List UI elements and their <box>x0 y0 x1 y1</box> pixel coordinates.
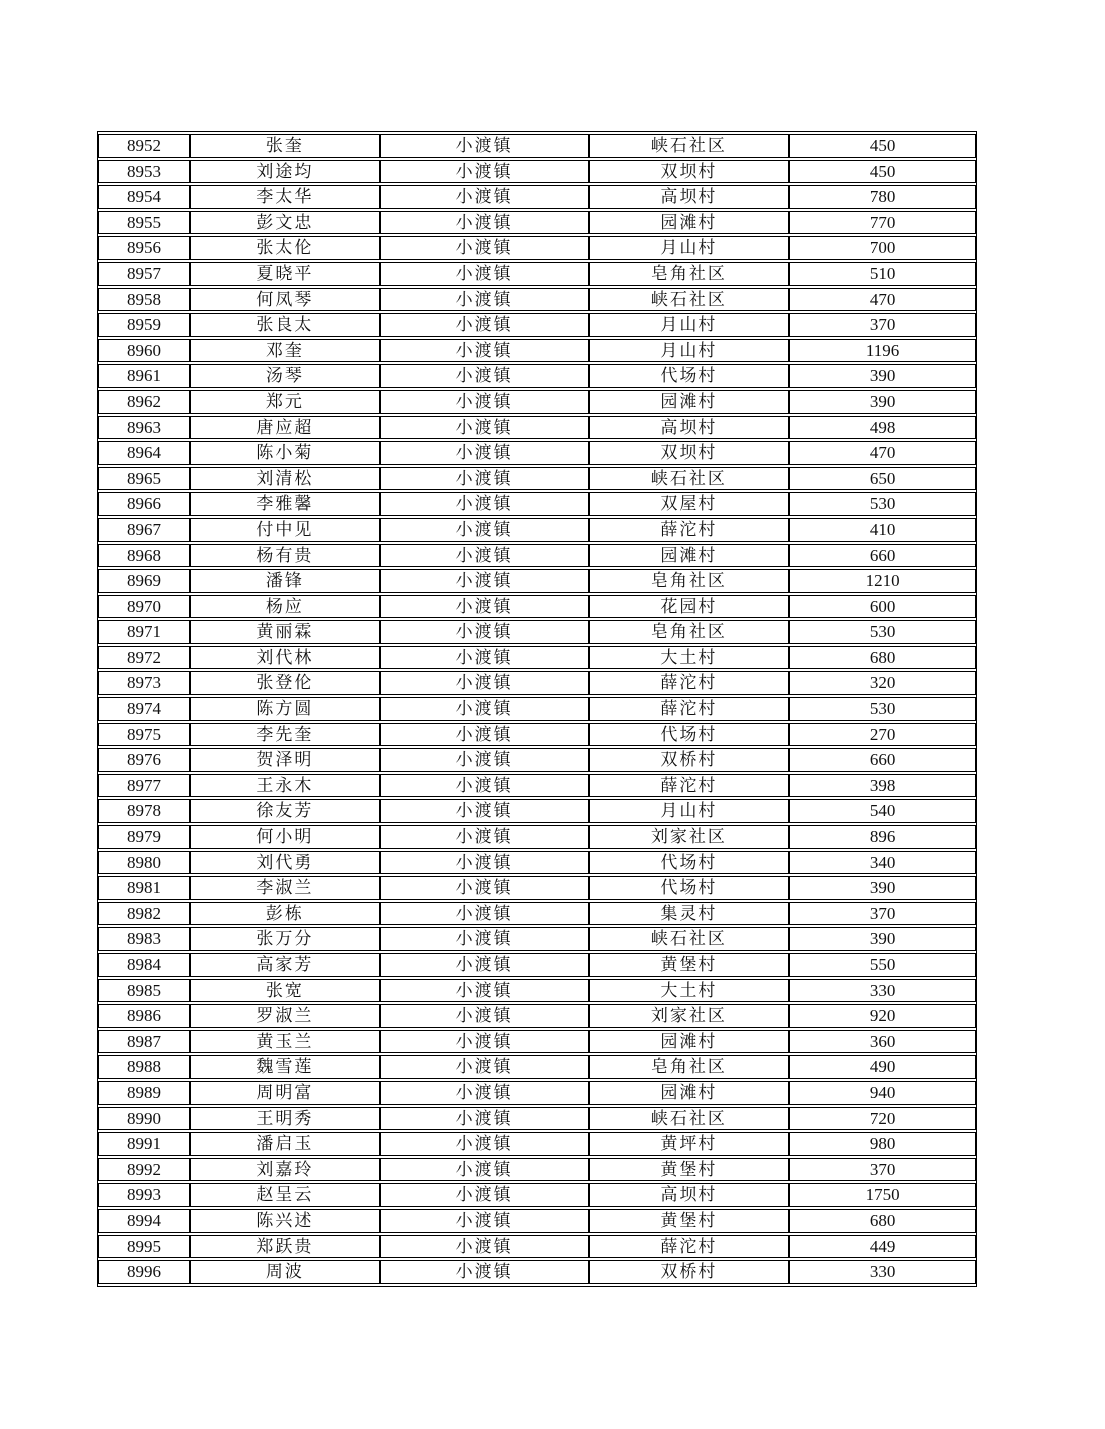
table-row <box>98 697 976 721</box>
cell-village: 代场村 <box>589 851 790 875</box>
table-row <box>98 671 976 695</box>
cell-town: 小渡镇 <box>380 185 589 209</box>
cell-id: 8952 <box>98 134 190 158</box>
cell-town: 小渡镇 <box>380 799 589 823</box>
cell-id: 8954 <box>98 185 190 209</box>
cell-name: 唐应超 <box>190 416 380 440</box>
table-row <box>98 1183 976 1207</box>
cell-village: 大土村 <box>589 646 790 670</box>
cell-name: 黄玉兰 <box>190 1030 380 1054</box>
table-row <box>98 416 976 440</box>
cell-amount: 660 <box>789 544 976 568</box>
cell-village: 黄堡村 <box>589 1209 790 1233</box>
cell-id: 8972 <box>98 646 190 670</box>
cell-id: 8957 <box>98 262 190 286</box>
cell-village: 薛沱村 <box>589 518 790 542</box>
table-row <box>98 953 976 977</box>
cell-town: 小渡镇 <box>380 697 589 721</box>
cell-name: 夏晓平 <box>190 262 380 286</box>
cell-id: 8985 <box>98 979 190 1003</box>
table-row <box>98 544 976 568</box>
cell-village: 园滩村 <box>589 1030 790 1054</box>
cell-name: 黄丽霖 <box>190 620 380 644</box>
table-row <box>98 902 976 926</box>
cell-id: 8992 <box>98 1158 190 1182</box>
cell-name: 徐友芳 <box>190 799 380 823</box>
cell-name: 彭栋 <box>190 902 380 926</box>
table-row <box>98 723 976 747</box>
cell-town: 小渡镇 <box>380 1030 589 1054</box>
cell-amount: 498 <box>789 416 976 440</box>
cell-name: 刘嘉玲 <box>190 1158 380 1182</box>
table-row <box>98 799 976 823</box>
cell-name: 汤琴 <box>190 364 380 388</box>
cell-village: 皂角社区 <box>589 1055 790 1079</box>
cell-id: 8978 <box>98 799 190 823</box>
cell-town: 小渡镇 <box>380 825 589 849</box>
cell-amount: 450 <box>789 160 976 184</box>
cell-amount: 1210 <box>789 569 976 593</box>
cell-amount: 550 <box>789 953 976 977</box>
cell-village: 薛沱村 <box>589 774 790 798</box>
table-row <box>98 748 976 772</box>
cell-village: 高坝村 <box>589 185 790 209</box>
table-row <box>98 492 976 516</box>
cell-id: 8974 <box>98 697 190 721</box>
cell-id: 8965 <box>98 467 190 491</box>
table-row <box>98 1235 976 1259</box>
cell-amount: 330 <box>789 979 976 1003</box>
cell-village: 薛沱村 <box>589 1235 790 1259</box>
cell-id: 8961 <box>98 364 190 388</box>
cell-town: 小渡镇 <box>380 620 589 644</box>
cell-amount: 680 <box>789 1209 976 1233</box>
cell-name: 刘代林 <box>190 646 380 670</box>
cell-amount: 770 <box>789 211 976 235</box>
cell-id: 8964 <box>98 441 190 465</box>
cell-village: 薛沱村 <box>589 671 790 695</box>
cell-village: 皂角社区 <box>589 620 790 644</box>
cell-id: 8984 <box>98 953 190 977</box>
cell-id: 8977 <box>98 774 190 798</box>
cell-amount: 370 <box>789 1158 976 1182</box>
cell-village: 园滩村 <box>589 544 790 568</box>
cell-id: 8966 <box>98 492 190 516</box>
cell-name: 张宽 <box>190 979 380 1003</box>
cell-village: 大土村 <box>589 979 790 1003</box>
table-row <box>98 1081 976 1105</box>
cell-name: 刘代勇 <box>190 851 380 875</box>
cell-town: 小渡镇 <box>380 390 589 414</box>
cell-amount: 390 <box>789 927 976 951</box>
table-row <box>98 774 976 798</box>
cell-id: 8995 <box>98 1235 190 1259</box>
cell-name: 魏雪莲 <box>190 1055 380 1079</box>
cell-id: 8959 <box>98 313 190 337</box>
table-row <box>98 185 976 209</box>
cell-amount: 1196 <box>789 339 976 363</box>
table-row <box>98 339 976 363</box>
cell-village: 峡石社区 <box>589 134 790 158</box>
table-row <box>98 851 976 875</box>
cell-town: 小渡镇 <box>380 288 589 312</box>
cell-town: 小渡镇 <box>380 1081 589 1105</box>
cell-town: 小渡镇 <box>380 467 589 491</box>
cell-town: 小渡镇 <box>380 927 589 951</box>
cell-id: 8989 <box>98 1081 190 1105</box>
table-row <box>98 1055 976 1079</box>
cell-name: 周明富 <box>190 1081 380 1105</box>
cell-town: 小渡镇 <box>380 1235 589 1259</box>
cell-name: 李先奎 <box>190 723 380 747</box>
cell-village: 刘家社区 <box>589 825 790 849</box>
cell-name: 王明秀 <box>190 1107 380 1131</box>
cell-village: 双桥村 <box>589 1260 790 1284</box>
cell-amount: 1750 <box>789 1183 976 1207</box>
cell-id: 8955 <box>98 211 190 235</box>
cell-town: 小渡镇 <box>380 1004 589 1028</box>
cell-name: 刘途均 <box>190 160 380 184</box>
table-row <box>98 1132 976 1156</box>
cell-id: 8981 <box>98 876 190 900</box>
cell-id: 8962 <box>98 390 190 414</box>
cell-town: 小渡镇 <box>380 364 589 388</box>
cell-amount: 320 <box>789 671 976 695</box>
cell-id: 8979 <box>98 825 190 849</box>
cell-name: 陈兴述 <box>190 1209 380 1233</box>
cell-id: 8953 <box>98 160 190 184</box>
table-row <box>98 1030 976 1054</box>
cell-village: 峡石社区 <box>589 467 790 491</box>
cell-village: 园滩村 <box>589 211 790 235</box>
table-row <box>98 1004 976 1028</box>
cell-name: 高家芳 <box>190 953 380 977</box>
table-row <box>98 927 976 951</box>
cell-amount: 530 <box>789 697 976 721</box>
table-row <box>98 364 976 388</box>
cell-town: 小渡镇 <box>380 1209 589 1233</box>
table-row <box>98 620 976 644</box>
table-row <box>98 1107 976 1131</box>
cell-village: 峡石社区 <box>589 1107 790 1131</box>
table-row <box>98 134 976 158</box>
table-row <box>98 288 976 312</box>
cell-amount: 470 <box>789 288 976 312</box>
cell-name: 李雅馨 <box>190 492 380 516</box>
table-row <box>98 313 976 337</box>
cell-id: 8960 <box>98 339 190 363</box>
cell-amount: 390 <box>789 364 976 388</box>
cell-amount: 398 <box>789 774 976 798</box>
table-row <box>98 1209 976 1233</box>
cell-village: 双坝村 <box>589 441 790 465</box>
cell-town: 小渡镇 <box>380 1132 589 1156</box>
cell-amount: 490 <box>789 1055 976 1079</box>
cell-name: 陈小菊 <box>190 441 380 465</box>
cell-name: 罗淑兰 <box>190 1004 380 1028</box>
cell-town: 小渡镇 <box>380 1158 589 1182</box>
cell-name: 杨有贵 <box>190 544 380 568</box>
table-row <box>98 646 976 670</box>
cell-id: 8996 <box>98 1260 190 1284</box>
cell-amount: 340 <box>789 851 976 875</box>
table-row <box>98 236 976 260</box>
cell-town: 小渡镇 <box>380 851 589 875</box>
cell-amount: 896 <box>789 825 976 849</box>
table-row <box>98 160 976 184</box>
cell-town: 小渡镇 <box>380 492 589 516</box>
cell-amount: 530 <box>789 620 976 644</box>
cell-name: 潘启玉 <box>190 1132 380 1156</box>
cell-name: 周波 <box>190 1260 380 1284</box>
cell-town: 小渡镇 <box>380 1107 589 1131</box>
cell-id: 8983 <box>98 927 190 951</box>
table-row <box>98 825 976 849</box>
cell-amount: 980 <box>789 1132 976 1156</box>
table-row <box>98 876 976 900</box>
cell-id: 8987 <box>98 1030 190 1054</box>
cell-id: 8988 <box>98 1055 190 1079</box>
records-table <box>97 131 977 1287</box>
cell-name: 李太华 <box>190 185 380 209</box>
cell-town: 小渡镇 <box>380 1260 589 1284</box>
cell-town: 小渡镇 <box>380 544 589 568</box>
cell-amount: 470 <box>789 441 976 465</box>
cell-amount: 660 <box>789 748 976 772</box>
cell-town: 小渡镇 <box>380 518 589 542</box>
cell-id: 8994 <box>98 1209 190 1233</box>
cell-town: 小渡镇 <box>380 236 589 260</box>
cell-town: 小渡镇 <box>380 979 589 1003</box>
cell-name: 彭文忠 <box>190 211 380 235</box>
cell-town: 小渡镇 <box>380 774 589 798</box>
cell-amount: 510 <box>789 262 976 286</box>
cell-amount: 680 <box>789 646 976 670</box>
cell-town: 小渡镇 <box>380 569 589 593</box>
cell-town: 小渡镇 <box>380 262 589 286</box>
cell-id: 8958 <box>98 288 190 312</box>
cell-town: 小渡镇 <box>380 313 589 337</box>
cell-village: 双屋村 <box>589 492 790 516</box>
cell-amount: 940 <box>789 1081 976 1105</box>
cell-town: 小渡镇 <box>380 211 589 235</box>
cell-id: 8968 <box>98 544 190 568</box>
cell-id: 8980 <box>98 851 190 875</box>
cell-name: 邓奎 <box>190 339 380 363</box>
cell-name: 李淑兰 <box>190 876 380 900</box>
cell-id: 8973 <box>98 671 190 695</box>
cell-village: 高坝村 <box>589 1183 790 1207</box>
cell-name: 潘锋 <box>190 569 380 593</box>
cell-town: 小渡镇 <box>380 723 589 747</box>
cell-village: 峡石社区 <box>589 927 790 951</box>
cell-village: 皂角社区 <box>589 569 790 593</box>
cell-village: 皂角社区 <box>589 262 790 286</box>
cell-amount: 720 <box>789 1107 976 1131</box>
cell-name: 刘清松 <box>190 467 380 491</box>
cell-id: 8967 <box>98 518 190 542</box>
cell-village: 刘家社区 <box>589 1004 790 1028</box>
cell-name: 张万分 <box>190 927 380 951</box>
cell-name: 何小明 <box>190 825 380 849</box>
cell-amount: 360 <box>789 1030 976 1054</box>
table-row <box>98 441 976 465</box>
cell-village: 园滩村 <box>589 1081 790 1105</box>
cell-amount: 450 <box>789 134 976 158</box>
cell-id: 8982 <box>98 902 190 926</box>
cell-town: 小渡镇 <box>380 134 589 158</box>
cell-amount: 920 <box>789 1004 976 1028</box>
cell-village: 双桥村 <box>589 748 790 772</box>
cell-name: 张登伦 <box>190 671 380 695</box>
table-row <box>98 518 976 542</box>
cell-id: 8963 <box>98 416 190 440</box>
cell-village: 园滩村 <box>589 390 790 414</box>
cell-village: 双坝村 <box>589 160 790 184</box>
cell-village: 代场村 <box>589 364 790 388</box>
table-row <box>98 569 976 593</box>
cell-town: 小渡镇 <box>380 1183 589 1207</box>
cell-id: 8990 <box>98 1107 190 1131</box>
table-row <box>98 1260 976 1284</box>
cell-village: 月山村 <box>589 236 790 260</box>
cell-id: 8956 <box>98 236 190 260</box>
cell-name: 贺泽明 <box>190 748 380 772</box>
cell-name: 王永木 <box>190 774 380 798</box>
cell-amount: 390 <box>789 390 976 414</box>
cell-id: 8986 <box>98 1004 190 1028</box>
cell-town: 小渡镇 <box>380 160 589 184</box>
table-row <box>98 595 976 619</box>
table-row <box>98 467 976 491</box>
table-row <box>98 390 976 414</box>
table-body <box>98 134 976 1284</box>
cell-town: 小渡镇 <box>380 595 589 619</box>
cell-town: 小渡镇 <box>380 953 589 977</box>
cell-amount: 390 <box>789 876 976 900</box>
cell-name: 陈方圆 <box>190 697 380 721</box>
cell-town: 小渡镇 <box>380 902 589 926</box>
cell-name: 张奎 <box>190 134 380 158</box>
cell-village: 高坝村 <box>589 416 790 440</box>
cell-name: 杨应 <box>190 595 380 619</box>
cell-village: 月山村 <box>589 313 790 337</box>
table-row <box>98 1158 976 1182</box>
cell-village: 月山村 <box>589 799 790 823</box>
cell-amount: 370 <box>789 313 976 337</box>
cell-name: 郑跃贵 <box>190 1235 380 1259</box>
cell-id: 8975 <box>98 723 190 747</box>
cell-id: 8970 <box>98 595 190 619</box>
cell-village: 黄坪村 <box>589 1132 790 1156</box>
cell-amount: 449 <box>789 1235 976 1259</box>
cell-village: 黄堡村 <box>589 1158 790 1182</box>
cell-town: 小渡镇 <box>380 1055 589 1079</box>
cell-id: 8976 <box>98 748 190 772</box>
cell-name: 付中见 <box>190 518 380 542</box>
cell-amount: 530 <box>789 492 976 516</box>
cell-amount: 270 <box>789 723 976 747</box>
cell-town: 小渡镇 <box>380 416 589 440</box>
table-row <box>98 211 976 235</box>
cell-amount: 330 <box>789 1260 976 1284</box>
cell-amount: 780 <box>789 185 976 209</box>
cell-village: 月山村 <box>589 339 790 363</box>
cell-village: 薛沱村 <box>589 697 790 721</box>
cell-town: 小渡镇 <box>380 671 589 695</box>
cell-town: 小渡镇 <box>380 748 589 772</box>
cell-name: 何凤琴 <box>190 288 380 312</box>
cell-name: 赵呈云 <box>190 1183 380 1207</box>
cell-id: 8993 <box>98 1183 190 1207</box>
cell-id: 8991 <box>98 1132 190 1156</box>
cell-town: 小渡镇 <box>380 646 589 670</box>
cell-name: 郑元 <box>190 390 380 414</box>
cell-village: 代场村 <box>589 876 790 900</box>
cell-town: 小渡镇 <box>380 339 589 363</box>
cell-amount: 410 <box>789 518 976 542</box>
cell-village: 峡石社区 <box>589 288 790 312</box>
cell-amount: 700 <box>789 236 976 260</box>
cell-amount: 370 <box>789 902 976 926</box>
cell-amount: 650 <box>789 467 976 491</box>
cell-amount: 600 <box>789 595 976 619</box>
cell-town: 小渡镇 <box>380 876 589 900</box>
cell-id: 8969 <box>98 569 190 593</box>
table-row <box>98 262 976 286</box>
cell-village: 集灵村 <box>589 902 790 926</box>
cell-village: 代场村 <box>589 723 790 747</box>
cell-id: 8971 <box>98 620 190 644</box>
table-row <box>98 979 976 1003</box>
cell-village: 花园村 <box>589 595 790 619</box>
cell-amount: 540 <box>789 799 976 823</box>
cell-name: 张良太 <box>190 313 380 337</box>
cell-name: 张太伦 <box>190 236 380 260</box>
cell-town: 小渡镇 <box>380 441 589 465</box>
cell-village: 黄堡村 <box>589 953 790 977</box>
